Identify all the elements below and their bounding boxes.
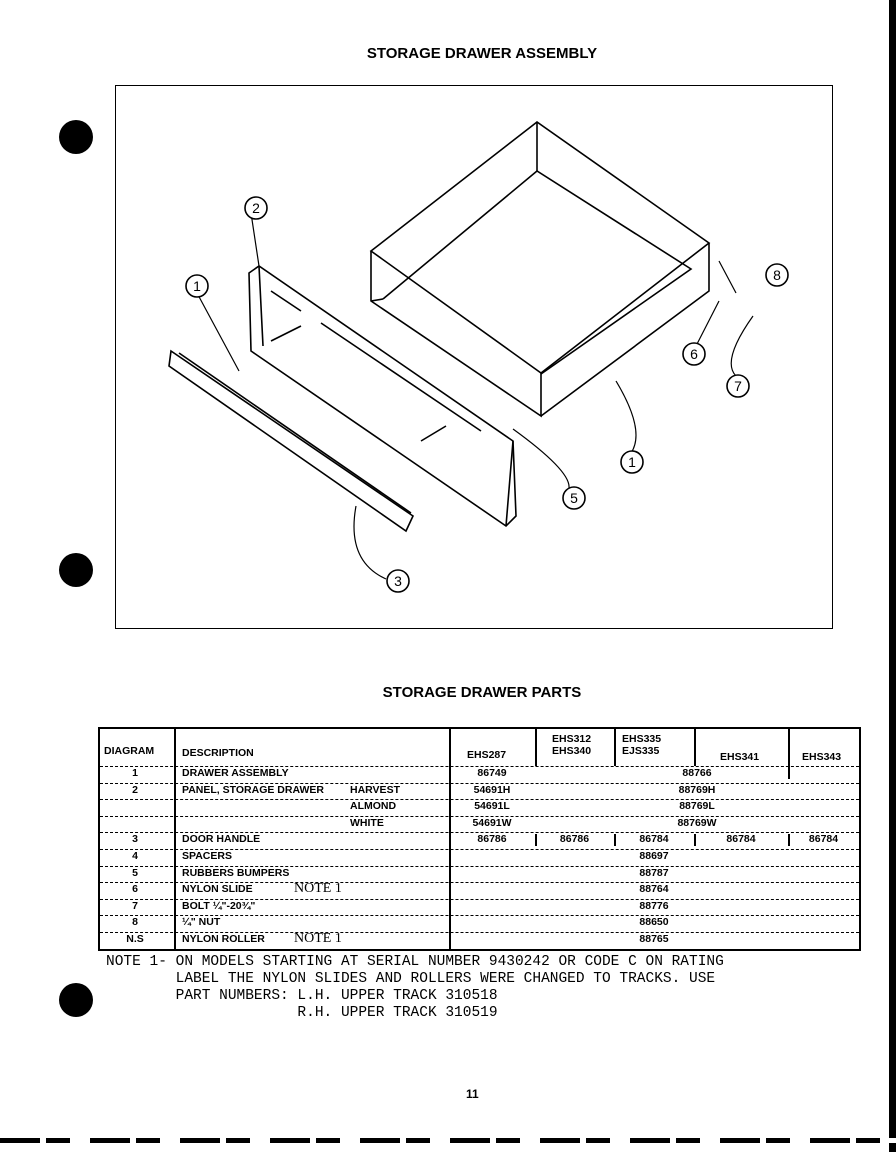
cell-other-models: 88769H	[678, 783, 716, 796]
svg-text:6: 6	[690, 346, 698, 362]
cell-other-models: 88769L	[679, 800, 715, 813]
cell-all-models: 88697	[639, 850, 669, 862]
header-ehs312: EHS312	[552, 733, 592, 745]
binder-hole	[59, 120, 93, 154]
callout-3	[387, 570, 409, 592]
callout-1	[621, 451, 643, 473]
scan-edge	[0, 1138, 896, 1143]
column-divider	[535, 729, 537, 766]
cell-divider	[788, 834, 790, 846]
callout-1-left	[186, 275, 208, 297]
callout-2	[245, 197, 267, 219]
note-line: LABEL THE NYLON SLIDES AND ROLLERS WERE CHANGED TO TRACKS. USE	[106, 971, 716, 987]
cell-other-models: 88766	[682, 767, 712, 779]
svg-text:1: 1	[193, 278, 201, 294]
header-ehs340: EHS340	[552, 745, 592, 757]
row-description: DOOR HANDLE	[182, 833, 261, 846]
callout-5	[563, 487, 585, 509]
header-diagram: DIAGRAM	[104, 745, 155, 757]
cell-c3: 86784	[639, 833, 669, 846]
row-description: SPACERS	[182, 850, 232, 862]
row-note: NOTE 1	[294, 931, 342, 946]
header-ehs341: EHS341	[720, 751, 760, 763]
cell-c2: 86786	[559, 833, 590, 846]
exploded-diagram	[115, 85, 833, 629]
header-ehs335: EHS335	[622, 733, 662, 745]
row-color: WHITE	[350, 816, 384, 829]
callout-7	[727, 375, 749, 397]
cell-ehs287: 86786	[477, 833, 507, 846]
column-divider	[449, 932, 451, 949]
callout-8	[766, 264, 788, 286]
row-diagram-number: 7	[132, 899, 138, 912]
cell-ehs287: 54691H	[473, 783, 511, 796]
row-diagram-number: N.S	[126, 933, 144, 945]
parts-table	[98, 727, 861, 951]
binder-hole	[59, 553, 93, 587]
svg-text:2: 2	[252, 200, 260, 216]
page-number: 11	[466, 1087, 479, 1101]
row-note: NOTE 1	[294, 881, 342, 897]
row-color: HARVEST	[350, 783, 400, 796]
cell-other-models: 88769W	[677, 816, 717, 829]
row-diagram-number: 5	[132, 866, 138, 879]
callout-6	[683, 343, 705, 365]
row-description: ¼" NUT	[182, 916, 221, 929]
cell-divider	[535, 834, 537, 846]
header-ehs287: EHS287	[467, 749, 507, 761]
row-description: BOLT ¼"-20¾"	[182, 899, 256, 912]
row-diagram-number: 4	[132, 850, 138, 862]
svg-text:7: 7	[734, 378, 742, 394]
column-divider	[694, 729, 696, 766]
header-ejs335: EJS335	[622, 745, 660, 757]
row-diagram-number: 3	[132, 833, 138, 846]
cell-all-models: 88765	[639, 933, 669, 945]
svg-text:1: 1	[628, 454, 636, 470]
column-divider	[449, 882, 451, 899]
column-divider	[449, 915, 451, 932]
cell-all-models: 88764	[639, 883, 669, 896]
cell-ehs287: 54691W	[472, 816, 512, 829]
cell-ehs287: 86749	[477, 767, 507, 779]
note-1	[106, 954, 724, 1022]
row-description: NYLON SLIDE	[182, 883, 253, 896]
row-description: NYLON ROLLER	[182, 933, 265, 945]
column-divider	[449, 899, 451, 916]
cell-all-models: 88650	[639, 916, 669, 929]
row-description: DRAWER ASSEMBLY	[182, 767, 289, 779]
column-divider	[614, 729, 616, 766]
cell-all-models: 88787	[639, 866, 669, 879]
note-line: R.H. UPPER TRACK 310519	[106, 1005, 498, 1021]
row-diagram-number: 1	[132, 767, 138, 779]
header-description: DESCRIPTION	[182, 747, 254, 759]
row-description: RUBBERS BUMPERS	[182, 866, 290, 879]
scan-edge	[889, 0, 896, 1152]
row-diagram-number: 6	[132, 883, 138, 896]
cell-c4: 86784	[726, 833, 756, 846]
note-line: PART NUMBERS: L.H. UPPER TRACK 310518	[106, 988, 498, 1004]
svg-text:5: 5	[570, 490, 578, 506]
parts-title: STORAGE DRAWER PARTS	[382, 684, 582, 701]
cell-c5: 86784	[808, 833, 839, 846]
svg-text:8: 8	[773, 267, 781, 283]
row-color: ALMOND	[350, 800, 397, 813]
binder-hole	[59, 983, 93, 1017]
row-description: PANEL, STORAGE DRAWER	[182, 783, 324, 796]
cell-divider	[694, 834, 696, 846]
column-divider	[449, 849, 451, 866]
panel-drawing	[249, 266, 516, 526]
cell-ehs287: 54691L	[474, 800, 510, 813]
drawer-assembly-drawing	[371, 122, 709, 416]
note-line: NOTE 1- ON MODELS STARTING AT SERIAL NUMBER 9430242 OR CODE C ON RATING	[106, 954, 724, 970]
cell-all-models: 88776	[639, 899, 669, 912]
row-diagram-number: 8	[132, 916, 138, 929]
cell-divider	[614, 834, 616, 846]
assembly-title: STORAGE DRAWER ASSEMBLY	[366, 45, 598, 62]
column-divider	[449, 866, 451, 883]
row-diagram-number: 2	[132, 783, 138, 796]
svg-text:3: 3	[394, 573, 402, 589]
header-ehs343: EHS343	[802, 751, 842, 763]
